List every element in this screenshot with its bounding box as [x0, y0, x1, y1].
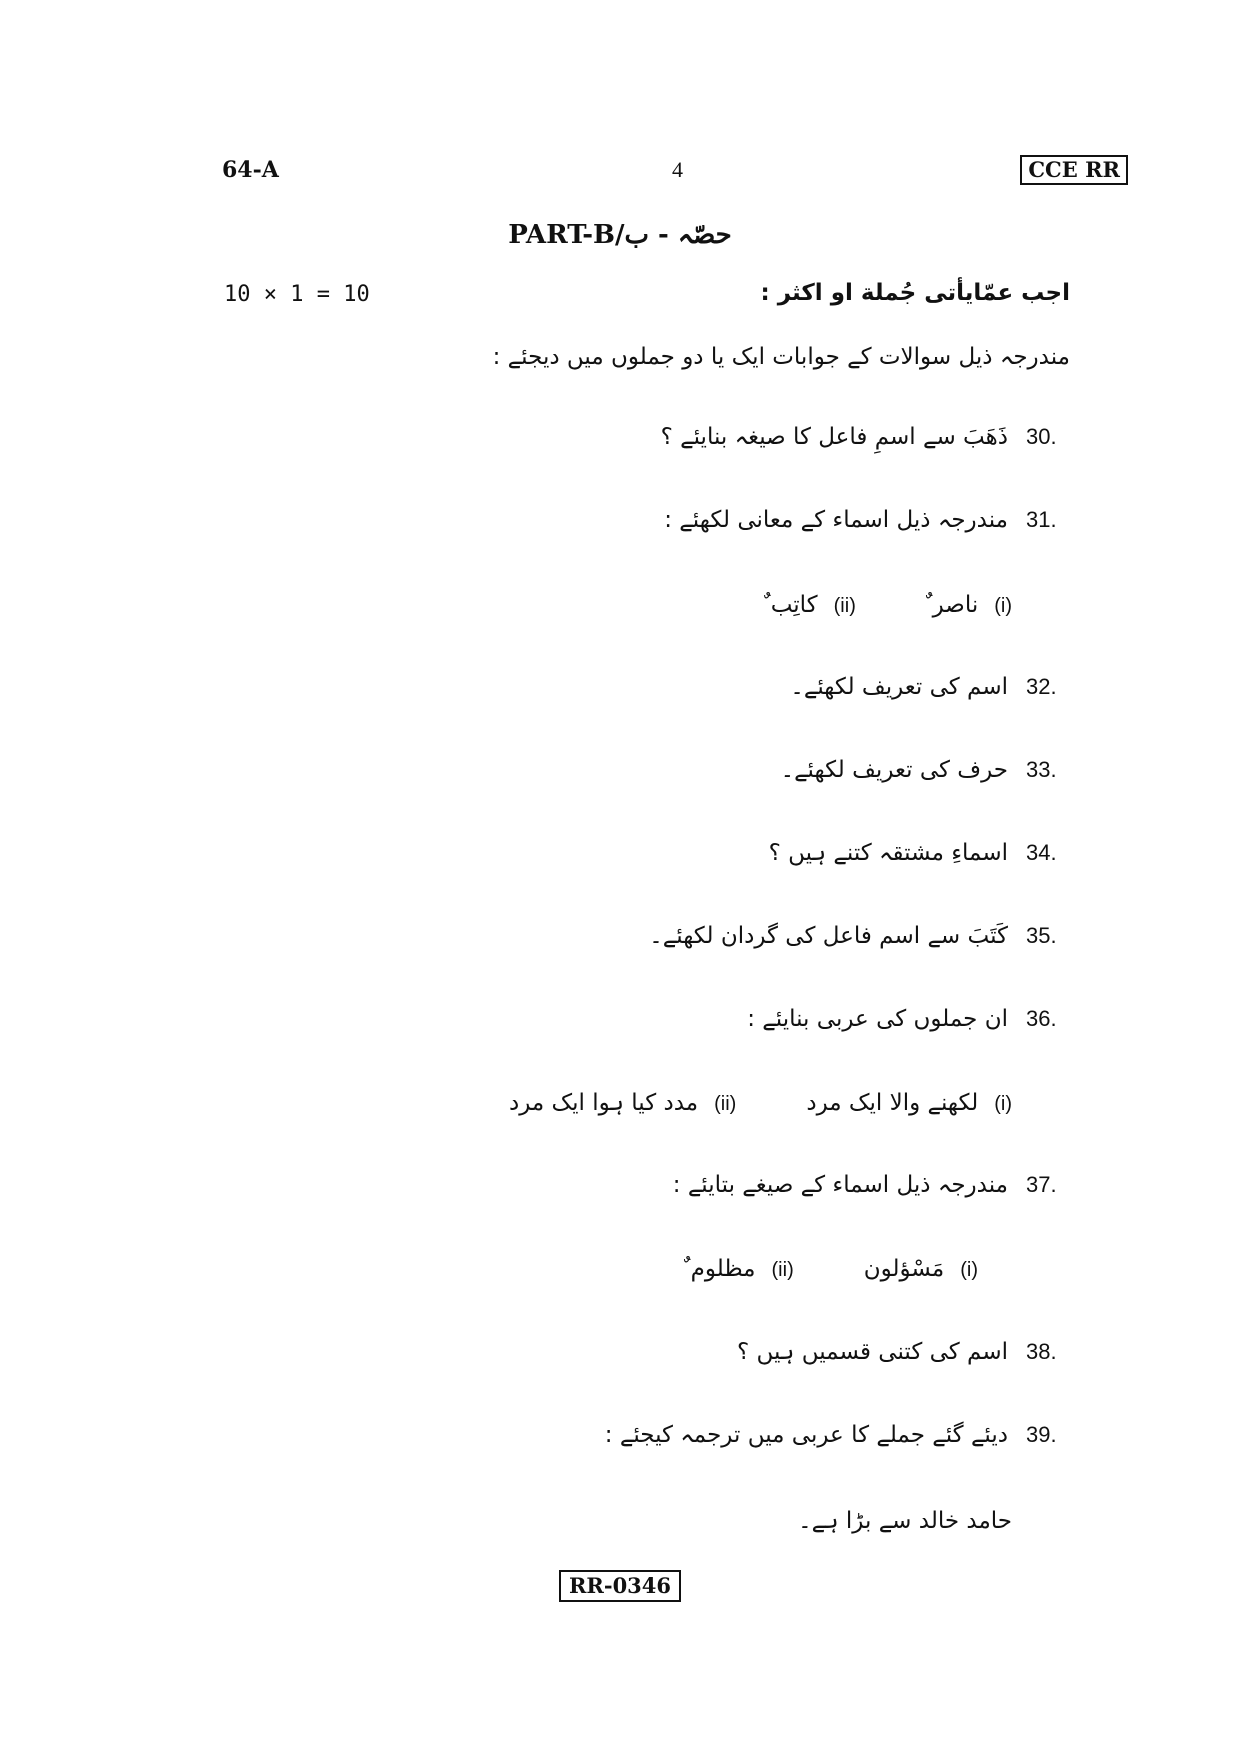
option-ii [764, 592, 856, 618]
question-37-options [684, 1256, 978, 1282]
option-roman: (i) [960, 1259, 978, 1281]
question-number: 36. [1026, 1006, 1057, 1031]
question-text: اسم کی کتنی قسمیں ہیں ؟ [736, 1339, 1008, 1365]
question-30 [661, 424, 1070, 450]
question-39 [605, 1422, 1070, 1448]
question-36-options [509, 1090, 1012, 1116]
option-text: ناصر ٌ [925, 592, 979, 618]
footer-code-box: RR-0346 [559, 1570, 681, 1602]
question-32 [790, 674, 1070, 700]
question-number: 33. [1026, 757, 1057, 782]
question-number: 34. [1026, 840, 1057, 865]
question-text: ان جملوں کی عربی بنایئے : [747, 1006, 1008, 1032]
marks-formula: 10 × 1 = 10 [224, 282, 370, 307]
option-text: مَسْؤلون [863, 1256, 945, 1282]
question-37 [673, 1172, 1070, 1198]
question-31-options [764, 592, 1012, 618]
question-31 [664, 507, 1070, 533]
question-38 [737, 1339, 1070, 1365]
question-33 [781, 757, 1070, 783]
instruction-text: مندرجہ ذیل سوالات کے جوابات ایک یا دو جملوں میں دیجئے : [492, 344, 1070, 370]
option-ii [684, 1256, 794, 1282]
part-title: PART-B/حصّہ - ب [508, 220, 732, 250]
question-text: دیئے گئے جملے کا عربی میں ترجمہ کیجئے : [604, 1422, 1008, 1448]
question-number: 35. [1026, 923, 1057, 948]
question-35 [649, 923, 1070, 949]
question-34 [769, 840, 1070, 866]
option-i [864, 1256, 978, 1282]
question-text: اسم کی تعریف لکھئے۔ [790, 674, 1008, 700]
footer [0, 1570, 1240, 1602]
paper-tag-box: CCE RR [1020, 155, 1128, 185]
option-roman: (ii) [833, 595, 856, 617]
option-text: مظلوم ٌ [683, 1256, 756, 1282]
question-text: مندرجہ ذیل اسماء کے معانی لکھئے : [664, 507, 1008, 533]
option-roman: (ii) [714, 1093, 737, 1115]
question-text: اسماءِ مشتقہ کتنے ہیں ؟ [768, 840, 1008, 866]
question-number: 32. [1026, 674, 1057, 699]
option-i [926, 592, 1012, 618]
question-number: 30. [1026, 424, 1057, 449]
paper-code: 64-A [222, 157, 279, 183]
question-number: 37. [1026, 1172, 1057, 1197]
question-text: مندرجہ ذیل اسماء کے صیغے بتایئے : [672, 1172, 1008, 1198]
option-text: کاتِب ٌ [763, 592, 818, 618]
option-text: لکھنے والا ایک مرد [806, 1090, 979, 1116]
option-ii [509, 1090, 736, 1116]
question-text: كَتَبَ سے اسم فاعل کی گردان لکھئے۔ [649, 923, 1008, 949]
question-number: 31. [1026, 507, 1057, 532]
question-text: ذَهَبَ سے اسمِ فاعل کا صیغہ بنایئے ؟ [660, 424, 1008, 450]
question-39-sentence: حامد خالد سے بڑا ہے۔ [798, 1508, 1012, 1534]
option-i [806, 1090, 1012, 1116]
page-number: 4 [672, 157, 683, 182]
option-roman: (i) [994, 595, 1012, 617]
question-number: 38. [1026, 1339, 1057, 1364]
question-36 [747, 1006, 1070, 1032]
option-roman: (ii) [771, 1259, 794, 1281]
option-roman: (i) [994, 1093, 1012, 1115]
question-number: 39. [1026, 1422, 1057, 1447]
option-text: مدد کیا ہوا ایک مرد [508, 1090, 699, 1116]
section-heading: اجب عمّایأتی جُملة او اکثر : [760, 280, 1070, 306]
question-text: حرف کی تعریف لکھئے۔ [780, 757, 1008, 783]
